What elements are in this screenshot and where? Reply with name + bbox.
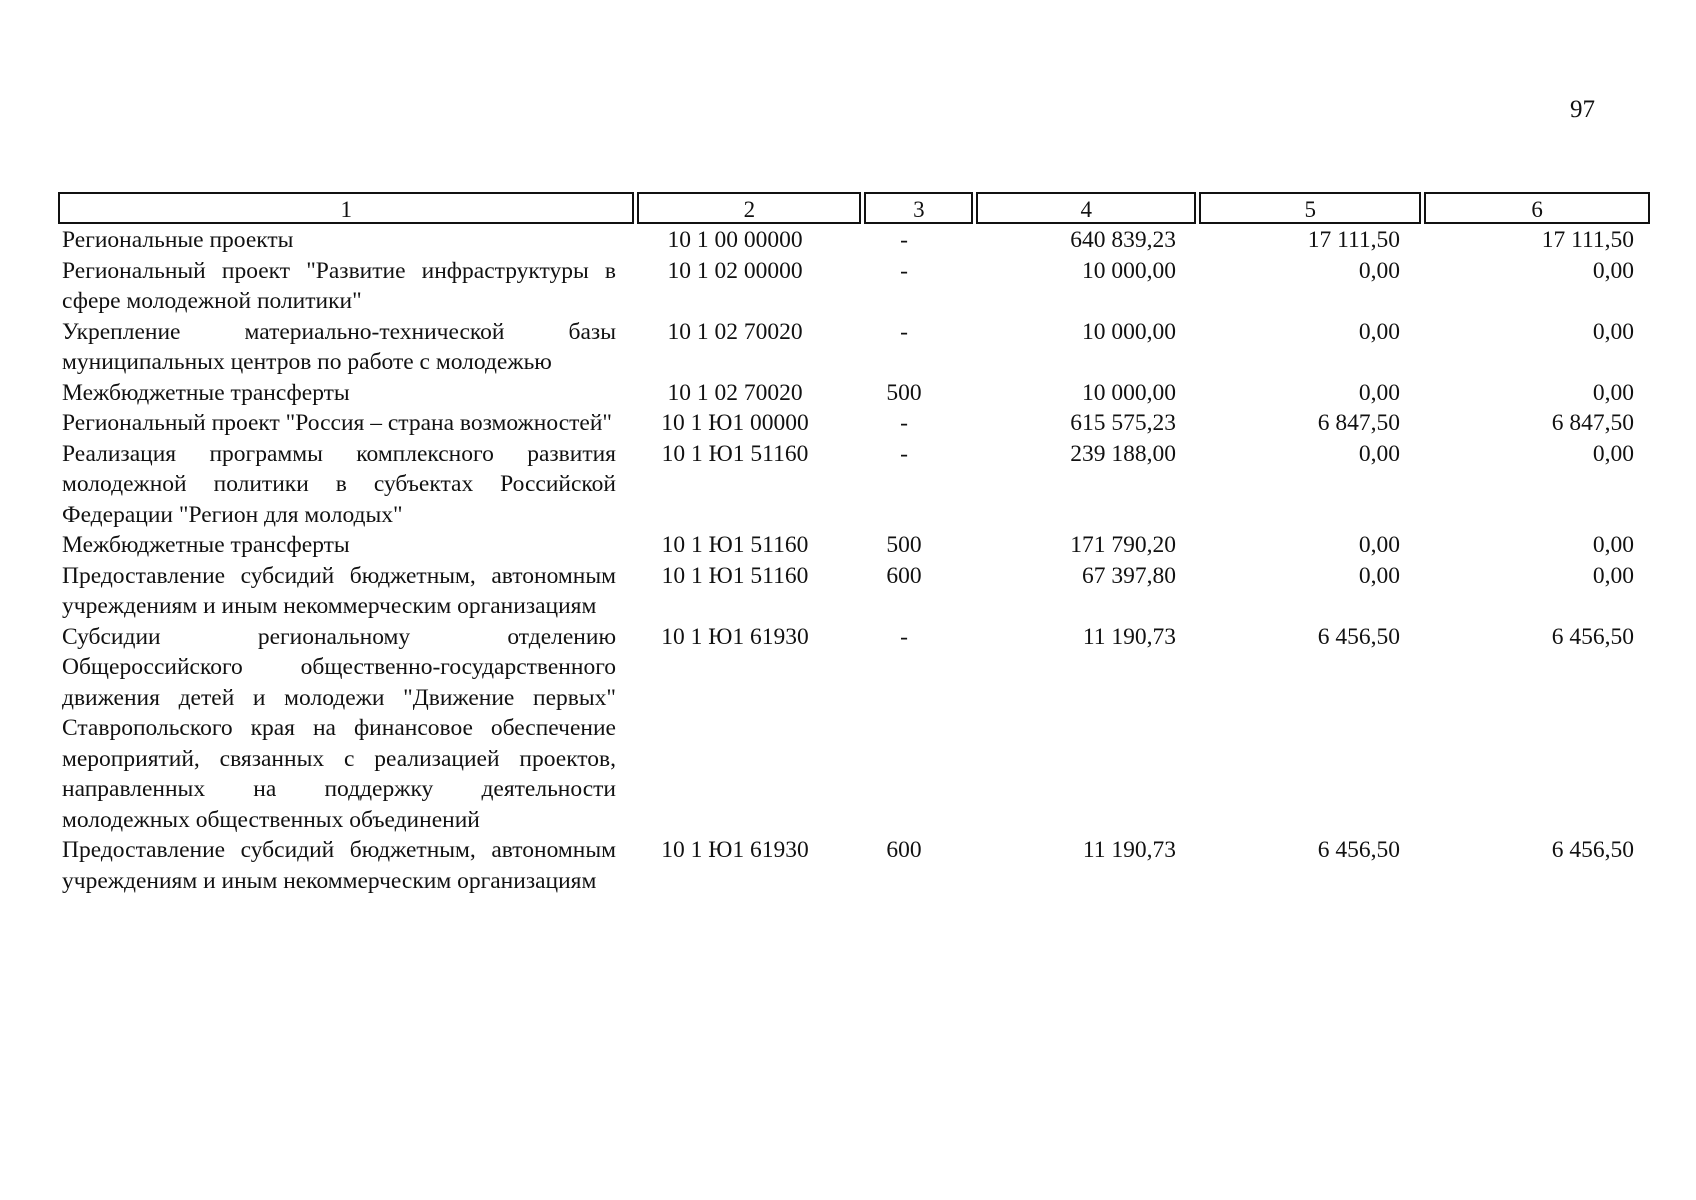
row-value-4: 640 839,23 <box>1070 227 1176 253</box>
row-value-6: 6 847,50 <box>1551 410 1634 436</box>
row-value-5: 17 111,50 <box>1307 227 1400 253</box>
budget-table <box>58 192 1650 896</box>
row-value-6: 0,00 <box>1592 440 1634 467</box>
row-value-6: 0,00 <box>1592 379 1634 406</box>
row-name: Межбюджетные трансферты <box>62 532 350 558</box>
row-name: Субсидии региональному отделению Общероссийского общественно-государственного движения детей и молодежи "Движение первых" Ставропольского края на финансовое обеспечение мероприятий, связанных с реализацией проектов, направленных на поддержку деятельности молодежных общественных объединений <box>62 623 616 833</box>
row-value-5: 0,00 <box>1358 379 1400 406</box>
row-value-6: 0,00 <box>1592 532 1634 558</box>
row-value-4: 67 397,80 <box>1082 562 1176 589</box>
table-row <box>58 622 1650 836</box>
row-type: 500 <box>886 379 922 406</box>
row-value-4: 239 188,00 <box>1070 440 1176 467</box>
row-code: 10 1 Ю1 51160 <box>661 562 809 589</box>
row-value-6: 17 111,50 <box>1541 227 1634 253</box>
row-code: 10 1 02 00000 <box>667 257 803 284</box>
row-code: 10 1 02 70020 <box>667 379 803 406</box>
row-code: 10 1 Ю1 51160 <box>661 440 809 467</box>
table-row <box>58 561 1650 622</box>
row-name: Укрепление материально-технической базы муниципальных центров по работе с молодежью <box>62 318 616 375</box>
row-name: Региональный проект "Развитие инфраструктуры в сфере молодежной политики" <box>62 257 616 314</box>
row-type: - <box>900 318 908 345</box>
row-name: Межбюджетные трансферты <box>62 379 350 406</box>
row-name: Предоставление субсидий бюджетным, автономным учреждениям и иным некоммерческим организациям <box>62 562 616 619</box>
row-value-4: 171 790,20 <box>1070 532 1176 558</box>
row-type: - <box>900 410 908 436</box>
row-value-4: 615 575,23 <box>1070 410 1176 436</box>
header-col-1: 1 <box>58 192 634 224</box>
row-type: - <box>900 623 908 650</box>
header-col-2: 2 <box>637 192 861 224</box>
row-code: 10 1 Ю1 51160 <box>661 532 809 558</box>
row-value-6: 6 456,50 <box>1551 623 1634 650</box>
header-col-4: 4 <box>976 192 1196 224</box>
row-value-4: 10 000,00 <box>1082 257 1176 284</box>
row-value-6: 6 456,50 <box>1551 837 1634 863</box>
row-code: 10 1 Ю1 61930 <box>661 623 809 650</box>
table-row <box>58 439 1650 531</box>
row-value-5: 0,00 <box>1358 318 1400 345</box>
row-name: Региональные проекты <box>62 227 294 253</box>
row-code: 10 1 02 70020 <box>667 318 803 345</box>
row-code: 10 1 Ю1 00000 <box>661 410 809 436</box>
row-value-6: 0,00 <box>1592 257 1634 284</box>
row-type: 600 <box>886 562 922 589</box>
row-name: Реализация программы комплексного развития молодежной политики в субъектах Российской Федерации "Регион для молодых" <box>62 440 616 528</box>
table-row <box>58 835 1650 896</box>
table-row <box>58 408 1650 439</box>
row-type: - <box>900 227 908 253</box>
row-code: 10 1 Ю1 61930 <box>661 837 809 863</box>
row-type: - <box>900 440 908 467</box>
row-value-5: 0,00 <box>1358 257 1400 284</box>
row-name: Региональный проект "Россия – страна возможностей" <box>62 410 613 436</box>
table-header <box>58 192 1650 224</box>
table-row <box>58 530 1650 561</box>
page-number: 97 <box>1570 96 1595 123</box>
table-row <box>58 317 1650 378</box>
row-value-4: 10 000,00 <box>1082 379 1176 406</box>
row-type: 500 <box>886 532 922 558</box>
row-value-4: 11 190,73 <box>1082 837 1176 863</box>
table-row <box>58 225 1650 256</box>
row-value-5: 6 847,50 <box>1317 410 1400 436</box>
row-value-5: 0,00 <box>1358 440 1400 467</box>
row-value-5: 0,00 <box>1358 532 1400 558</box>
row-value-5: 6 456,50 <box>1317 623 1400 650</box>
header-col-3: 3 <box>864 192 973 224</box>
header-col-5: 5 <box>1199 192 1421 224</box>
header-col-6: 6 <box>1424 192 1650 224</box>
row-value-6: 0,00 <box>1592 318 1634 345</box>
row-value-4: 11 190,73 <box>1082 623 1176 650</box>
row-code: 10 1 00 00000 <box>667 227 803 253</box>
row-type: 600 <box>886 837 922 863</box>
row-value-5: 0,00 <box>1358 562 1400 589</box>
table-row <box>58 256 1650 317</box>
row-name: Предоставление субсидий бюджетным, автономным учреждениям и иным некоммерческим организациям <box>62 837 616 894</box>
table-row <box>58 378 1650 409</box>
row-value-4: 10 000,00 <box>1082 318 1176 345</box>
row-type: - <box>900 257 908 284</box>
row-value-6: 0,00 <box>1592 562 1634 589</box>
row-value-5: 6 456,50 <box>1317 837 1400 863</box>
